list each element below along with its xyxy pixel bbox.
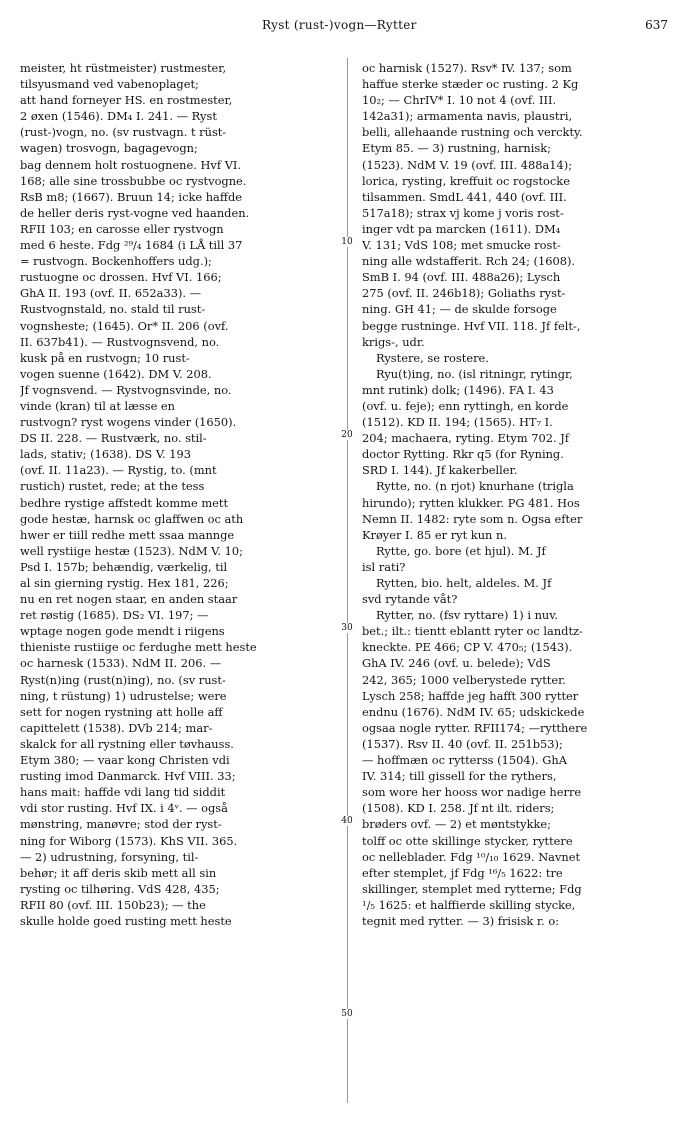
text-line: (1537). Rsv II. 40 (ovf. II. 251b53); (362, 736, 563, 751)
text-line: RFII 80 (ovf. III. 150b23); — the (20, 897, 206, 912)
text-line: tilsammen. SmdL 441, 440 (ovf. III. (362, 189, 567, 204)
text-line: att hand forneyer HS. en rostmester, (20, 93, 233, 108)
text-line: lorica, rysting, kreffuit oc rogstocke (362, 173, 570, 188)
text-line: med 6 heste. Fdg ²⁹/₄ 1684 (i LÅ till 37 (20, 238, 243, 253)
text-line: 168; alle sine trossbubbe oc rystvogne. (20, 173, 247, 188)
text-line: Rytter, no. (fsv ryttare) 1) i nuv. (376, 608, 558, 623)
text-line: skulle holde goed rusting mett heste (20, 913, 232, 928)
text-line: vognsheste; (1645). Or* II. 206 (ovf. (20, 318, 229, 333)
text-line: tilsyusmand ved vabenoplaget; (20, 77, 199, 92)
text-line: — 2) udrustning, forsyning, til- (20, 849, 199, 864)
text-line: vinde (kran) til at læsse en (20, 398, 176, 413)
text-line: — hoffmæn oc rytterss (1504). GhA (362, 753, 567, 768)
text-line: ning, t rüstung) 1) udrustelse; were (20, 688, 227, 703)
text-line: Ryst(n)ing (rust(n)ing), no. (sv rust- (20, 672, 226, 687)
page-number: 637 (645, 18, 668, 32)
text-line: al sin gierning rystig. Hex 181, 226; (20, 576, 229, 590)
text-line: Psd I. 157b; behændig, værkelig, til (20, 559, 228, 574)
text-line: vdi stor rusting. Hvf IX. i 4ᵛ. — også (20, 801, 228, 816)
text-line: ret røstig (1685). DS₂ VI. 197; — (20, 608, 209, 623)
text-line: capittelett (1538). DVb 214; mar- (20, 720, 213, 735)
text-line: isl rati? (362, 559, 406, 574)
text-line: (ovf. u. feje); enn ryttingh, en korde (362, 398, 569, 413)
text-line: de heller deris ryst-vogne ved haanden. (20, 205, 250, 220)
text-line: RsB m8; (1667). Bruun 14; icke haffde (20, 189, 242, 204)
text-line: V. 131; VdS 108; met smucke rost- (362, 238, 561, 253)
text-line: ogsaa nogle rytter. RFII174; —rytthere (362, 720, 588, 735)
line-number: 10 (341, 237, 353, 247)
line-number: 50 (341, 1009, 353, 1019)
text-line: hirundo); rytten klukker. PG 481. Hos (362, 495, 580, 510)
text-line: (1512). KD II. 194; (1565). HT₇ I. (362, 415, 553, 430)
text-line: IV. 314; till gissell for the rythers, (362, 769, 557, 784)
text-line: (rust-)vogn, no. (sv rustvagn. t rüst- (20, 125, 227, 140)
text-line: begge rustninge. Hvf VII. 118. Jf felt-, (362, 318, 581, 333)
text-line: haffue sterke stæder oc rusting. 2 Kg (362, 77, 579, 92)
text-line: DS II. 228. — Rustværk, no. stil- (20, 431, 207, 446)
text-line: mønstring, manøvre; stod der ryst- (20, 817, 222, 832)
text-line: hans mait: haffde vdi lang tid siddit (20, 785, 226, 800)
text-line: mnt rutink) dolk; (1496). FA I. 43 (362, 382, 554, 397)
text-line: SmB I. 94 (ovf. III. 488a26); Lysch (362, 270, 561, 285)
text-line: efter stemplet, jf Fdg ¹⁶/₅ 1622: tre (362, 865, 563, 880)
text-line: rustuogne oc drossen. Hvf VI. 166; (20, 270, 222, 285)
text-line: GhA II. 193 (ovf. II. 652a33). — (20, 286, 202, 301)
text-line: bag dennem holt rostuognene. Hvf VI. (20, 157, 242, 172)
text-line: bedhre rystige affstedt komme mett (20, 495, 229, 510)
text-line: oc harnesk (1533). NdM II. 206. — (20, 656, 222, 671)
text-line: bet.; ilt.: tientt eblantt ryter oc landtz- (362, 624, 583, 639)
text-line: Rystere, se rostere. (376, 350, 489, 365)
text-line: (1523). NdM V. 19 (ovf. III. 488a14); (362, 157, 573, 172)
text-line: = rustvogn. Bockenhoffers udg.); (20, 254, 212, 269)
text-line: Lysch 258; haffde jeg hafft 300 rytter (362, 688, 579, 703)
text-line: gode hestæ, harnsk oc glaffwen oc ath (20, 511, 244, 526)
left-column (20, 60, 338, 929)
text-line: rustich) rustet, rede; at the tess (20, 479, 205, 494)
text-line: behør; it aff deris skib mett all sin (20, 865, 217, 880)
text-line: inger vdt pa marcken (1611). DM₄ (362, 221, 561, 236)
text-line: rysting oc tilhøring. VdS 428, 435; (20, 881, 220, 896)
text-line: 275 (ovf. II. 246b18); Goliaths ryst- (362, 286, 566, 301)
text-line: well rystiige hestæ (1523). NdM V. 10; (20, 543, 243, 558)
text-line: sett for nogen rystning att holle aff (20, 704, 223, 719)
text-line: Jf vognsvend. — Rystvognsvinde, no. (20, 382, 232, 397)
text-line: ning for Wiborg (1573). KhS VII. 365. (20, 833, 238, 848)
text-line: SRD I. 144). Jf kakerbeller. (362, 463, 518, 478)
right-column (362, 60, 680, 929)
text-line: belli, allehaande rustning och verckty. (362, 125, 583, 140)
text-line: doctor Rytting. Rkr q5 (for Ryning. (362, 447, 564, 462)
column-divider (347, 58, 348, 1103)
text-line: som wore her hooss wor nadige herre (362, 785, 582, 800)
text-line: lads, stativ; (1638). DS V. 193 (20, 447, 192, 462)
text-line: ning. GH 41; — de skulde forsoge (362, 302, 557, 317)
text-line: oc harnisk (1527). Rsv* IV. 137; som (362, 61, 572, 75)
running-head: Ryst (rust-)vogn—Rytter (262, 18, 417, 32)
text-line: svd rytande våt? (362, 592, 458, 607)
text-line: rusting imod Danmarck. Hvf VIII. 33; (20, 769, 236, 784)
text-line: ning alle wdstafferit. Rch 24; (1608). (362, 254, 576, 269)
text-line: GhA IV. 246 (ovf. u. belede); VdS (362, 656, 551, 671)
text-line: (ovf. II. 11a23). — Rystig, to. (mnt (20, 463, 217, 478)
text-line: Nemn II. 1482: ryte som n. Ogsa efter (362, 511, 583, 526)
text-line: kusk på en rustvogn; 10 rust- (20, 350, 190, 365)
text-line: meister, ht rüstmeister) rustmester, (20, 61, 227, 75)
text-line: 2 øxen (1546). DM₄ I. 241. — Ryst (20, 109, 217, 124)
text-line: 242, 365; 1000 velberystede rytter. (362, 672, 566, 687)
text-line: wptage nogen gode mendt i riigens (20, 624, 225, 639)
text-line: RFII 103; en carosse eller rystvogn (20, 221, 224, 236)
text-line: Etym 85. — 3) rustning, harnisk; (362, 141, 551, 156)
text-line: vogen suenne (1642). DM V. 208. (20, 366, 212, 381)
text-line: 10₂; — ChrIV* I. 10 not 4 (ovf. III. (362, 93, 557, 108)
text-line: rustvogn? ryst wogens vinder (1650). (20, 415, 237, 430)
text-line: II. 637b41). — Rustvognsvend, no. (20, 334, 220, 349)
line-number: 20 (341, 430, 353, 440)
line-number: 40 (341, 816, 353, 826)
line-number: 30 (341, 623, 353, 633)
text-line: (1508). KD I. 258. Jf nt ilt. riders; (362, 801, 555, 816)
text-line: 517a18); strax vj kome j voris rost- (362, 205, 564, 220)
text-line: Krøyer I. 85 er ryt kun n. (362, 527, 507, 542)
text-line: krigs-, udr. (362, 334, 425, 349)
text-line: skillinger, stemplet med rytterne; Fdg (362, 881, 582, 896)
text-line: kneckte. PE 466; CP V. 470₅; (1543). (362, 640, 573, 655)
text-line: Rustvognstald, no. stald til rust- (20, 302, 206, 317)
text-line: oc nelleblader. Fdg ¹⁰/₁₀ 1629. Navnet (362, 849, 581, 864)
text-line: Ryu(t)ing, no. (isl ritningr, rytingr, (376, 366, 573, 381)
text-line: Rytte, no. (n rjot) knurhane (trigla (376, 479, 574, 494)
text-line: brøders ovf. — 2) et møntstykke; (362, 817, 551, 832)
text-line: hwer er tiill redhe mett ssaa mannge (20, 527, 235, 542)
text-line: tolff oc otte skillinge stycker, ryttere (362, 833, 573, 848)
text-line: ¹/₅ 1625: et halffierde skilling stycke, (362, 897, 576, 912)
text-line: nu en ret nogen staar, en anden staar (20, 592, 238, 607)
text-line: thieniste rustiige oc ferdughe mett heste (20, 640, 257, 655)
text-line: 204; machaera, ryting. Etym 702. Jf (362, 431, 570, 446)
text-line: endnu (1676). NdM IV. 65; udskickede (362, 704, 585, 719)
text-line: tegnit med rytter. — 3) frisisk r. o: (362, 913, 560, 928)
text-line: Rytte, go. bore (et hjul). M. Jf (376, 543, 546, 558)
text-line: 142a31); armamenta navis, plaustri, (362, 109, 573, 124)
text-line: Etym 380; — vaar kong Christen vdi (20, 753, 230, 768)
text-line: skalck for all rystning eller tøvhauss. (20, 736, 234, 751)
text-line: wagen) trosvogn, bagagevogn; (20, 141, 198, 156)
text-line: Rytten, bio. helt, aldeles. M. Jf (376, 576, 552, 590)
